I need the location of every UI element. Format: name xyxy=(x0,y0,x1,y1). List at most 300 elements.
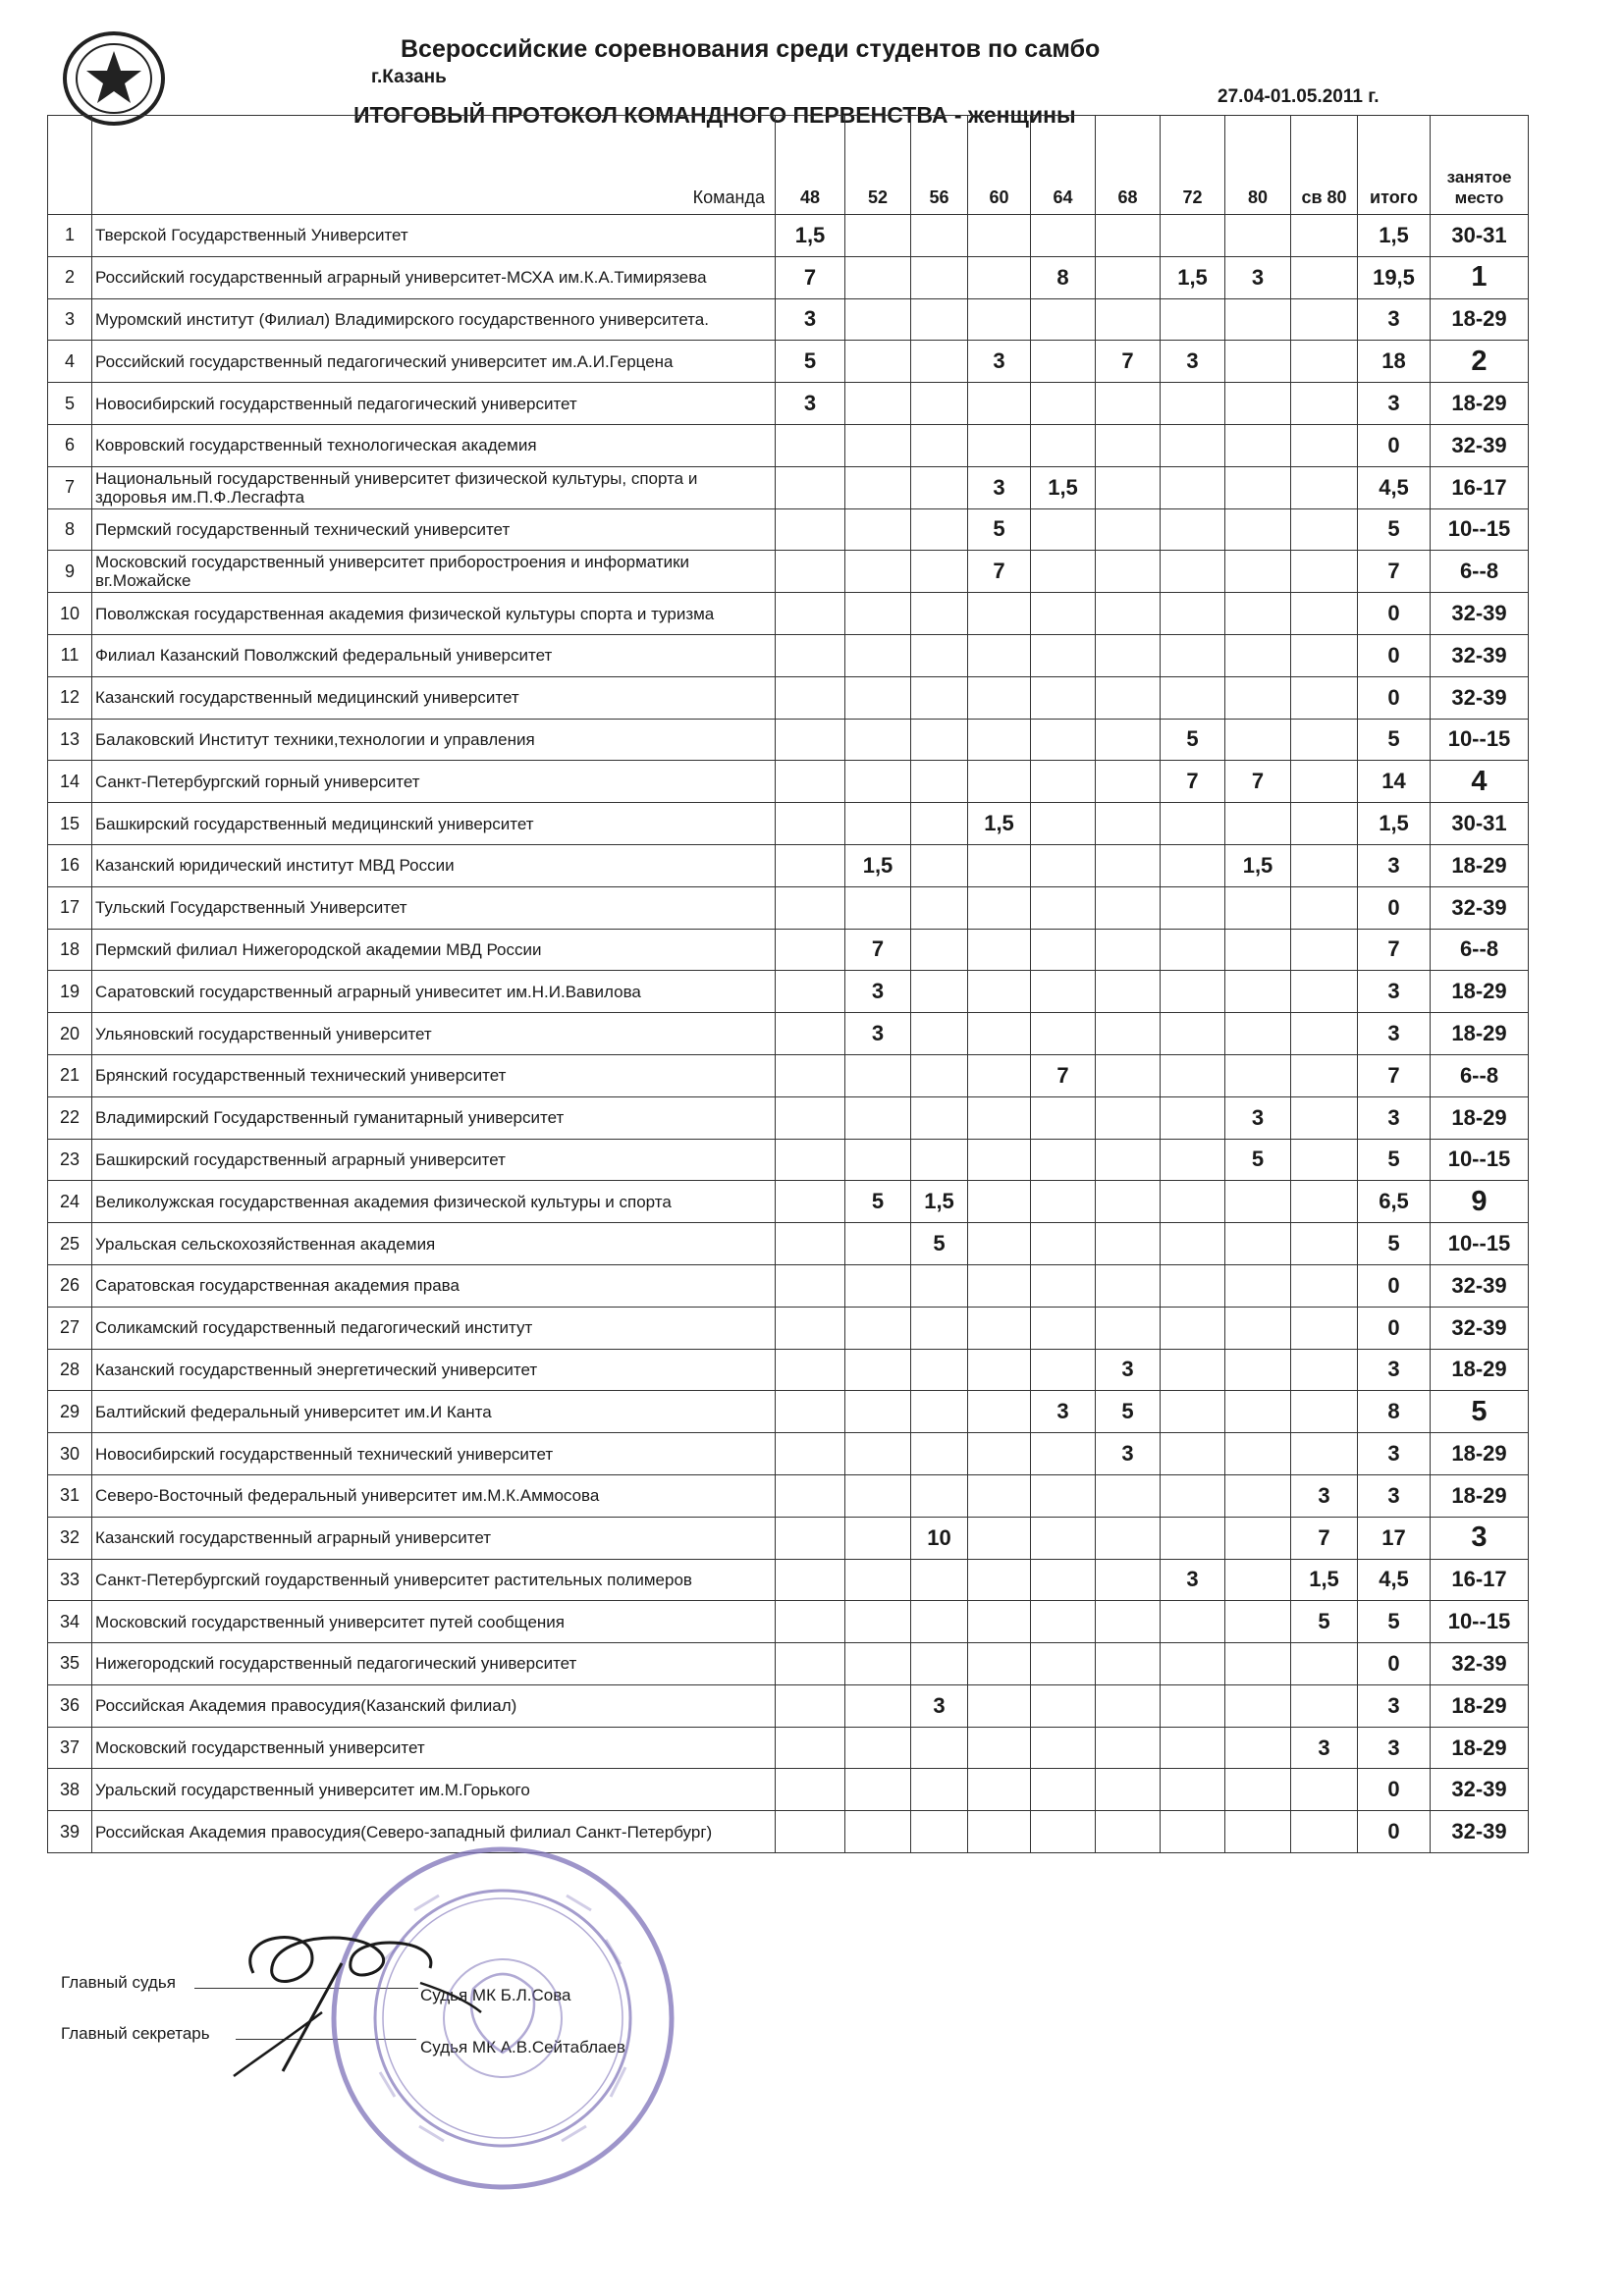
row-number: 22 xyxy=(48,1096,92,1139)
points-56 xyxy=(911,508,968,551)
points-52 xyxy=(845,803,911,845)
points-68: 5 xyxy=(1096,1391,1161,1433)
table-row xyxy=(48,761,1529,803)
points-56 xyxy=(911,719,968,761)
points-52 xyxy=(845,383,911,425)
points-72 xyxy=(1161,1223,1225,1265)
points-60 xyxy=(968,886,1031,929)
points-52 xyxy=(845,676,911,719)
place-cell: 18-29 xyxy=(1431,1096,1529,1139)
points-56 xyxy=(911,215,968,257)
points-over80 xyxy=(1291,676,1358,719)
table-row xyxy=(48,424,1529,466)
points-64 xyxy=(1031,424,1096,466)
points-80 xyxy=(1225,1307,1291,1349)
points-60 xyxy=(968,593,1031,635)
points-72 xyxy=(1161,676,1225,719)
row-number: 24 xyxy=(48,1181,92,1223)
points-68 xyxy=(1096,1307,1161,1349)
points-60 xyxy=(968,1474,1031,1517)
place-cell: 3 xyxy=(1431,1517,1529,1559)
points-56 xyxy=(911,1433,968,1475)
row-number: 13 xyxy=(48,719,92,761)
points-56 xyxy=(911,1474,968,1517)
points-48 xyxy=(776,1559,845,1601)
total-points: 1,5 xyxy=(1358,215,1431,257)
points-80 xyxy=(1225,1223,1291,1265)
team-name: Башкирский государственный аграрный университет xyxy=(92,1139,776,1181)
points-48 xyxy=(776,1139,845,1181)
points-64: 7 xyxy=(1031,1054,1096,1096)
team-name: Саратовская государственная академия права xyxy=(92,1264,776,1307)
points-56: 5 xyxy=(911,1223,968,1265)
points-72 xyxy=(1161,1139,1225,1181)
points-52: 3 xyxy=(845,971,911,1013)
total-points: 5 xyxy=(1358,1223,1431,1265)
team-name: Российская Академия правосудия(Северо-западный филиал Санкт-Петербург) xyxy=(92,1811,776,1853)
points-56 xyxy=(911,1601,968,1643)
table-row xyxy=(48,593,1529,635)
points-48 xyxy=(776,1264,845,1307)
points-72 xyxy=(1161,1181,1225,1223)
place-cell: 32-39 xyxy=(1431,1307,1529,1349)
points-80 xyxy=(1225,341,1291,383)
points-60 xyxy=(968,1349,1031,1391)
place-cell: 18-29 xyxy=(1431,1684,1529,1727)
points-80 xyxy=(1225,1727,1291,1769)
points-48 xyxy=(776,1349,845,1391)
points-52 xyxy=(845,1474,911,1517)
table-row xyxy=(48,1433,1529,1475)
points-80 xyxy=(1225,1349,1291,1391)
points-60 xyxy=(968,424,1031,466)
place-cell: 18-29 xyxy=(1431,298,1529,341)
points-48 xyxy=(776,1307,845,1349)
points-60 xyxy=(968,1601,1031,1643)
points-64 xyxy=(1031,551,1096,593)
team-name: Казанский государственный медицинский университет xyxy=(92,676,776,719)
points-68 xyxy=(1096,1013,1161,1055)
points-56 xyxy=(911,424,968,466)
points-80 xyxy=(1225,215,1291,257)
points-60 xyxy=(968,1307,1031,1349)
points-68 xyxy=(1096,634,1161,676)
points-60 xyxy=(968,1684,1031,1727)
points-64 xyxy=(1031,1264,1096,1307)
place-cell: 30-31 xyxy=(1431,215,1529,257)
points-80: 5 xyxy=(1225,1139,1291,1181)
points-56 xyxy=(911,1096,968,1139)
points-60 xyxy=(968,383,1031,425)
points-over80 xyxy=(1291,1013,1358,1055)
points-80 xyxy=(1225,1601,1291,1643)
points-72 xyxy=(1161,929,1225,971)
points-56 xyxy=(911,1559,968,1601)
points-48 xyxy=(776,971,845,1013)
points-48 xyxy=(776,1684,845,1727)
points-60 xyxy=(968,1139,1031,1181)
place-cell: 6--8 xyxy=(1431,929,1529,971)
row-number: 1 xyxy=(48,215,92,257)
points-80 xyxy=(1225,551,1291,593)
points-72 xyxy=(1161,844,1225,886)
points-64 xyxy=(1031,1307,1096,1349)
total-points: 4,5 xyxy=(1358,1559,1431,1601)
points-56 xyxy=(911,298,968,341)
table-row xyxy=(48,298,1529,341)
points-60 xyxy=(968,1643,1031,1685)
table-row xyxy=(48,1139,1529,1181)
points-48 xyxy=(776,1013,845,1055)
points-64 xyxy=(1031,676,1096,719)
points-60: 3 xyxy=(968,341,1031,383)
points-48 xyxy=(776,1181,845,1223)
points-80 xyxy=(1225,1474,1291,1517)
points-64: 3 xyxy=(1031,1391,1096,1433)
row-number: 37 xyxy=(48,1727,92,1769)
points-56 xyxy=(911,466,968,508)
table-row xyxy=(48,1307,1529,1349)
points-60 xyxy=(968,1391,1031,1433)
weight-header-52: 52 xyxy=(845,116,911,215)
total-points: 1,5 xyxy=(1358,803,1431,845)
points-60 xyxy=(968,1054,1031,1096)
points-60 xyxy=(968,256,1031,298)
team-name: Казанский государственный аграрный университет xyxy=(92,1517,776,1559)
chief-judge-label: Главный судья xyxy=(61,1973,176,1992)
points-56 xyxy=(911,551,968,593)
row-number: 5 xyxy=(48,383,92,425)
points-64 xyxy=(1031,341,1096,383)
results-table xyxy=(47,115,1529,1853)
points-48 xyxy=(776,1517,845,1559)
points-56 xyxy=(911,761,968,803)
chief-secretary-name: Судья МК А.В.Сейтаблаев xyxy=(420,2038,625,2056)
team-name: Московский государственный университет xyxy=(92,1727,776,1769)
row-number: 34 xyxy=(48,1601,92,1643)
points-80 xyxy=(1225,466,1291,508)
team-name: Новосибирский государственный педагогический университет xyxy=(92,383,776,425)
points-52 xyxy=(845,1811,911,1853)
points-52 xyxy=(845,719,911,761)
points-over80 xyxy=(1291,466,1358,508)
points-68 xyxy=(1096,1054,1161,1096)
total-points: 3 xyxy=(1358,1727,1431,1769)
table-row xyxy=(48,551,1529,593)
table-row xyxy=(48,929,1529,971)
points-64 xyxy=(1031,1727,1096,1769)
points-60: 7 xyxy=(968,551,1031,593)
points-64 xyxy=(1031,719,1096,761)
points-60 xyxy=(968,634,1031,676)
place-cell: 18-29 xyxy=(1431,383,1529,425)
total-points: 18 xyxy=(1358,341,1431,383)
table-row xyxy=(48,1181,1529,1223)
row-number: 33 xyxy=(48,1559,92,1601)
points-over80 xyxy=(1291,886,1358,929)
points-72 xyxy=(1161,215,1225,257)
points-68 xyxy=(1096,676,1161,719)
team-header: Команда xyxy=(92,116,776,215)
points-80 xyxy=(1225,1264,1291,1307)
row-number: 6 xyxy=(48,424,92,466)
points-over80 xyxy=(1291,719,1358,761)
points-over80 xyxy=(1291,844,1358,886)
points-64 xyxy=(1031,1349,1096,1391)
points-72 xyxy=(1161,1769,1225,1811)
points-72: 1,5 xyxy=(1161,256,1225,298)
row-number: 12 xyxy=(48,676,92,719)
row-number: 26 xyxy=(48,1264,92,1307)
weight-header-80: 80 xyxy=(1225,116,1291,215)
place-cell: 6--8 xyxy=(1431,551,1529,593)
points-72 xyxy=(1161,508,1225,551)
place-cell: 18-29 xyxy=(1431,971,1529,1013)
total-points: 0 xyxy=(1358,593,1431,635)
points-72 xyxy=(1161,593,1225,635)
points-52 xyxy=(845,1096,911,1139)
place-cell: 32-39 xyxy=(1431,593,1529,635)
points-60 xyxy=(968,1811,1031,1853)
points-over80 xyxy=(1291,1181,1358,1223)
total-points: 0 xyxy=(1358,1811,1431,1853)
points-over80: 3 xyxy=(1291,1727,1358,1769)
points-68: 7 xyxy=(1096,341,1161,383)
points-68 xyxy=(1096,1223,1161,1265)
points-68 xyxy=(1096,1517,1161,1559)
document-title: Всероссийские соревнования среди студентов по самбо xyxy=(401,35,1101,63)
points-56 xyxy=(911,1643,968,1685)
place-cell: 10--15 xyxy=(1431,1139,1529,1181)
points-64 xyxy=(1031,593,1096,635)
row-number: 8 xyxy=(48,508,92,551)
points-60 xyxy=(968,1264,1031,1307)
total-points: 3 xyxy=(1358,1433,1431,1475)
points-64: 1,5 xyxy=(1031,466,1096,508)
table-row xyxy=(48,466,1529,508)
points-64 xyxy=(1031,1013,1096,1055)
points-72 xyxy=(1161,1307,1225,1349)
points-64 xyxy=(1031,1139,1096,1181)
points-48 xyxy=(776,1096,845,1139)
points-48: 3 xyxy=(776,298,845,341)
table-row xyxy=(48,1391,1529,1433)
points-60 xyxy=(968,1096,1031,1139)
table-row xyxy=(48,1264,1529,1307)
points-80: 1,5 xyxy=(1225,844,1291,886)
points-72 xyxy=(1161,1643,1225,1685)
points-68 xyxy=(1096,1139,1161,1181)
points-52 xyxy=(845,256,911,298)
total-points: 0 xyxy=(1358,1264,1431,1307)
points-64 xyxy=(1031,929,1096,971)
points-80 xyxy=(1225,676,1291,719)
points-68 xyxy=(1096,1811,1161,1853)
points-48 xyxy=(776,1223,845,1265)
points-68 xyxy=(1096,466,1161,508)
points-48 xyxy=(776,1054,845,1096)
team-name: Санкт-Петербургский горный университет xyxy=(92,761,776,803)
table-row xyxy=(48,1684,1529,1727)
row-number: 21 xyxy=(48,1054,92,1096)
points-over80 xyxy=(1291,1391,1358,1433)
points-52 xyxy=(845,215,911,257)
points-52 xyxy=(845,298,911,341)
points-48 xyxy=(776,676,845,719)
points-80 xyxy=(1225,1013,1291,1055)
points-56 xyxy=(911,634,968,676)
points-72: 3 xyxy=(1161,341,1225,383)
points-56 xyxy=(911,1349,968,1391)
place-cell: 10--15 xyxy=(1431,719,1529,761)
points-52 xyxy=(845,466,911,508)
points-52 xyxy=(845,508,911,551)
points-56 xyxy=(911,971,968,1013)
points-60 xyxy=(968,1433,1031,1475)
place-cell: 32-39 xyxy=(1431,676,1529,719)
points-56: 10 xyxy=(911,1517,968,1559)
points-52 xyxy=(845,1684,911,1727)
row-number: 15 xyxy=(48,803,92,845)
total-points: 19,5 xyxy=(1358,256,1431,298)
points-56 xyxy=(911,1264,968,1307)
points-52 xyxy=(845,1054,911,1096)
points-52 xyxy=(845,1643,911,1685)
points-48 xyxy=(776,1433,845,1475)
total-points: 3 xyxy=(1358,844,1431,886)
points-60 xyxy=(968,1013,1031,1055)
points-56 xyxy=(911,1013,968,1055)
points-64 xyxy=(1031,634,1096,676)
points-56 xyxy=(911,1769,968,1811)
points-68 xyxy=(1096,1559,1161,1601)
place-cell: 18-29 xyxy=(1431,1013,1529,1055)
points-over80 xyxy=(1291,803,1358,845)
points-72: 3 xyxy=(1161,1559,1225,1601)
points-56: 3 xyxy=(911,1684,968,1727)
points-60: 5 xyxy=(968,508,1031,551)
points-64 xyxy=(1031,1096,1096,1139)
team-name: Пермский государственный технический университет xyxy=(92,508,776,551)
table-row xyxy=(48,971,1529,1013)
results-body xyxy=(48,215,1529,1853)
points-72 xyxy=(1161,298,1225,341)
table-row xyxy=(48,1054,1529,1096)
place-cell: 4 xyxy=(1431,761,1529,803)
place-cell: 18-29 xyxy=(1431,844,1529,886)
team-name: Балтийский федеральный университет им.И Канта xyxy=(92,1391,776,1433)
total-points: 5 xyxy=(1358,719,1431,761)
total-points: 3 xyxy=(1358,383,1431,425)
points-80 xyxy=(1225,1811,1291,1853)
total-points: 7 xyxy=(1358,929,1431,971)
points-56 xyxy=(911,341,968,383)
points-48 xyxy=(776,844,845,886)
total-points: 5 xyxy=(1358,1601,1431,1643)
points-68 xyxy=(1096,971,1161,1013)
points-52 xyxy=(845,593,911,635)
points-64 xyxy=(1031,1433,1096,1475)
team-name: Московский государственный университет приборостроения и информатики вг.Можайске xyxy=(92,551,776,593)
points-over80 xyxy=(1291,1139,1358,1181)
table-row xyxy=(48,1013,1529,1055)
points-68 xyxy=(1096,719,1161,761)
points-over80 xyxy=(1291,508,1358,551)
points-72 xyxy=(1161,1391,1225,1433)
weight-header-60: 60 xyxy=(968,116,1031,215)
points-64 xyxy=(1031,803,1096,845)
place-cell: 32-39 xyxy=(1431,886,1529,929)
number-header xyxy=(48,116,92,215)
place-cell: 32-39 xyxy=(1431,1811,1529,1853)
points-52 xyxy=(845,1559,911,1601)
weight-header-over80: св 80 xyxy=(1291,116,1358,215)
points-64 xyxy=(1031,1684,1096,1727)
points-64 xyxy=(1031,844,1096,886)
row-number: 3 xyxy=(48,298,92,341)
points-64 xyxy=(1031,1811,1096,1853)
team-name: Национальный государственный университет физической культуры, спорта и здоровья им.П.Ф.Лесгафта xyxy=(92,466,776,508)
points-56 xyxy=(911,803,968,845)
row-number: 32 xyxy=(48,1517,92,1559)
row-number: 28 xyxy=(48,1349,92,1391)
team-name: Саратовский государственный аграрный унивеситет им.Н.И.Вавилова xyxy=(92,971,776,1013)
weight-header-48: 48 xyxy=(776,116,845,215)
total-points: 7 xyxy=(1358,551,1431,593)
points-68 xyxy=(1096,1264,1161,1307)
points-68 xyxy=(1096,1601,1161,1643)
points-over80 xyxy=(1291,1643,1358,1685)
place-cell: 32-39 xyxy=(1431,1769,1529,1811)
place-cell: 10--15 xyxy=(1431,508,1529,551)
points-80 xyxy=(1225,929,1291,971)
points-48 xyxy=(776,634,845,676)
place-cell: 5 xyxy=(1431,1391,1529,1433)
points-over80 xyxy=(1291,929,1358,971)
points-72 xyxy=(1161,1727,1225,1769)
points-52 xyxy=(845,1139,911,1181)
points-60 xyxy=(968,929,1031,971)
points-52 xyxy=(845,424,911,466)
team-name: Поволжская государственная академия физической культуры спорта и туризма xyxy=(92,593,776,635)
team-name: Российский государственный аграрный университет-МСХА им.К.А.Тимирязева xyxy=(92,256,776,298)
total-points: 14 xyxy=(1358,761,1431,803)
points-over80 xyxy=(1291,1433,1358,1475)
table-row xyxy=(48,1727,1529,1769)
points-52 xyxy=(845,1433,911,1475)
points-68 xyxy=(1096,256,1161,298)
points-72: 7 xyxy=(1161,761,1225,803)
points-48 xyxy=(776,1601,845,1643)
table-row xyxy=(48,676,1529,719)
total-header: итого xyxy=(1358,116,1431,215)
points-80 xyxy=(1225,424,1291,466)
points-64 xyxy=(1031,1517,1096,1559)
team-name: Казанский государственный энергетический университет xyxy=(92,1349,776,1391)
points-72 xyxy=(1161,551,1225,593)
points-52 xyxy=(845,1391,911,1433)
points-52 xyxy=(845,1307,911,1349)
team-name: Российский государственный педагогический университет им.А.И.Герцена xyxy=(92,341,776,383)
points-over80 xyxy=(1291,1223,1358,1265)
points-over80 xyxy=(1291,1684,1358,1727)
points-68 xyxy=(1096,593,1161,635)
team-name: Казанский юридический институт МВД России xyxy=(92,844,776,886)
points-68 xyxy=(1096,761,1161,803)
row-number: 16 xyxy=(48,844,92,886)
weight-header-72: 72 xyxy=(1161,116,1225,215)
points-56: 1,5 xyxy=(911,1181,968,1223)
